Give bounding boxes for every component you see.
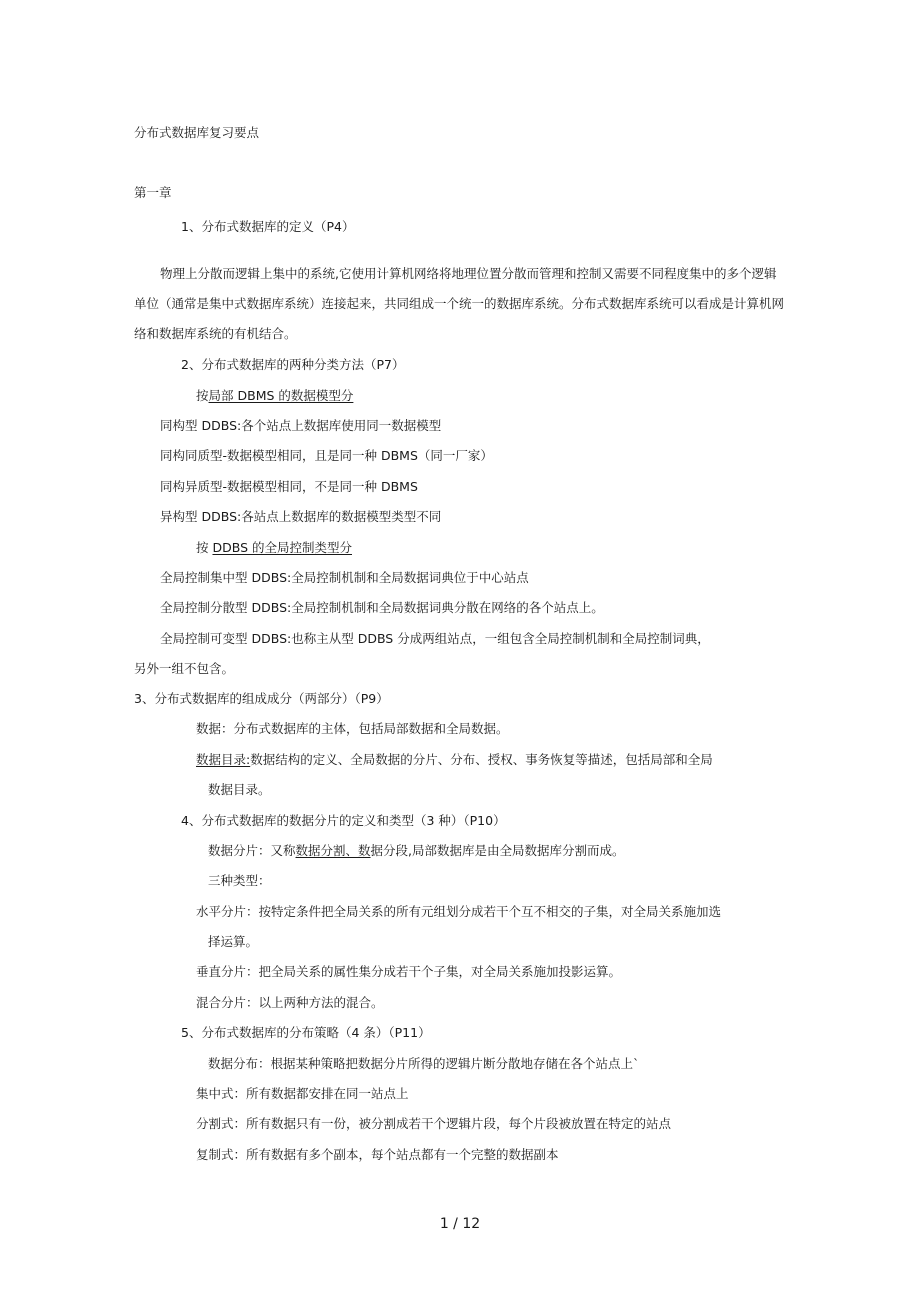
section-2-heading: 2、分布式数据库的两种分类方法（P7） bbox=[181, 357, 405, 372]
subheading: 按局部 DBMS 的数据模型分 bbox=[196, 388, 354, 403]
list-line: 水平分片：按特定条件把全局关系的所有元组划分成若干个互不相交的子集，对全局关系施加选 bbox=[196, 904, 722, 919]
list-line: 同构型 DDBS:各个站点上数据库使用同一数据模型 bbox=[160, 418, 442, 433]
section-4-heading: 4、分布式数据库的数据分片的定义和类型（3 种）（P10） bbox=[181, 813, 506, 828]
list-line: 择运算。 bbox=[208, 934, 259, 949]
section-5-heading: 5、分布式数据库的分布策略（4 条）（P11） bbox=[181, 1025, 431, 1040]
list-line: 全局控制集中型 DDBS:全局控制机制和全局数据词典位于中心站点 bbox=[160, 570, 529, 585]
list-line: 数据目录。 bbox=[208, 782, 271, 797]
list-line: 同构同质型-数据模型相同，且是同一种 DBMS（同一厂家） bbox=[160, 448, 493, 463]
chapter-heading: 第一章 bbox=[134, 185, 172, 200]
document-title: 分布式数据库复习要点 bbox=[134, 125, 260, 140]
list-line: 数据目录:数据结构的定义、全局数据的分片、分布、授权、事务恢复等描述，包括局部和全局 bbox=[196, 752, 713, 767]
list-line: 另外一组不包含。 bbox=[134, 661, 235, 676]
list-line: 数据：分布式数据库的主体，包括局部数据和全局数据。 bbox=[196, 721, 509, 736]
list-line: 复制式：所有数据有多个副本，每个站点都有一个完整的数据副本 bbox=[196, 1147, 559, 1162]
section-3-heading: 3、分布式数据库的组成成分（两部分）（P9） bbox=[134, 691, 389, 706]
paragraph-line: 单位（通常是集中式数据库系统）连接起来，共同组成一个统一的数据库系统。分布式数据库系统可以看成是计算机网 bbox=[134, 296, 785, 311]
list-line: 全局控制可变型 DDBS:也称主从型 DDBS 分成两组站点，一组包含全局控制机制和全局控制词典， bbox=[160, 631, 710, 646]
subheading: 按 DDBS 的全局控制类型分 bbox=[196, 540, 352, 555]
paragraph-line: 络和数据库系统的有机结合。 bbox=[134, 326, 297, 341]
list-line: 同构异质型-数据模型相同，不是同一种 DBMS bbox=[160, 479, 418, 494]
section-1-heading: 1、分布式数据库的定义（P4） bbox=[181, 219, 355, 234]
list-line: 混合分片：以上两种方法的混合。 bbox=[196, 995, 384, 1010]
list-line: 全局控制分散型 DDBS:全局控制机制和全局数据词典分散在网络的各个站点上。 bbox=[160, 600, 604, 615]
list-line: 异构型 DDBS:各站点上数据库的数据模型类型不同 bbox=[160, 509, 442, 524]
list-line: 数据分片：又称数据分割、数据分段,局部数据库是由全局数据库分割而成。 bbox=[208, 843, 625, 858]
paragraph-line: 物理上分散而逻辑上集中的系统,它使用计算机网络将地理位置分散而管理和控制又需要不同程度集中的多个逻辑 bbox=[160, 266, 777, 281]
list-line: 数据分布：根据某种策略把数据分片所得的逻辑片断分散地存储在各个站点上` bbox=[208, 1056, 640, 1071]
list-line: 集中式：所有数据都安排在同一站点上 bbox=[196, 1086, 409, 1101]
list-line: 分割式：所有数据只有一份，被分割成若干个逻辑片段，每个片段被放置在特定的站点 bbox=[196, 1116, 672, 1131]
page-number: 1 / 12 bbox=[439, 1216, 481, 1232]
list-line: 三种类型： bbox=[208, 873, 271, 888]
list-line: 垂直分片：把全局关系的属性集分成若干个子集，对全局关系施加投影运算。 bbox=[196, 964, 622, 979]
